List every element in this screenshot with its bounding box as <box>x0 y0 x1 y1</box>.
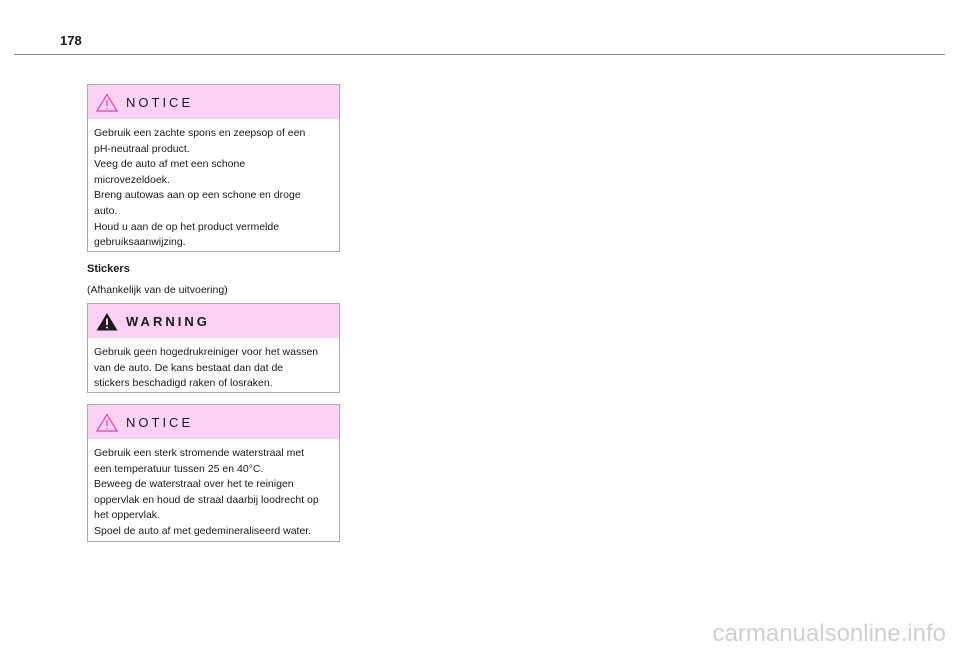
notice-1-line: Gebruik een zachte spons en zeepsop of een <box>94 127 306 139</box>
notice-1-line: microvezeldoek. <box>94 173 170 186</box>
notice-box-2-body <box>88 439 339 545</box>
warning-line: Gebruik geen hogedrukreiniger voor het wassen <box>94 346 319 358</box>
notice-1-line: Veeg de auto af met een schone <box>94 158 246 171</box>
warning-triangle-filled-icon <box>96 312 118 331</box>
section-title-stickers: Stickers <box>87 263 130 275</box>
warning-box-body <box>88 338 339 397</box>
section-subtitle: (Afhankelijk van de uitvoering) <box>87 284 228 296</box>
notice-2-line: oppervlak en houd de straal daarbij loodrecht op <box>94 493 319 506</box>
notice-1-line: gebruiksaanwijzing. <box>94 236 186 249</box>
warning-box <box>87 303 340 393</box>
notice-box-1-header <box>88 85 339 119</box>
notice-box-1-title: NOTICE <box>126 94 194 110</box>
notice-2-line: Gebruik een sterk stromende waterstraal met <box>94 447 305 459</box>
warning-box-header <box>88 304 339 338</box>
watermark: carmanualsonline.info <box>712 620 946 647</box>
notice-box-1-body <box>88 119 339 256</box>
warning-box-title: WARNING <box>126 313 210 329</box>
notice-1-line: Houd u aan de op het product vermelde <box>94 220 280 233</box>
warning-triangle-outline-icon <box>96 413 118 432</box>
notice-box-2-title: NOTICE <box>126 414 194 430</box>
notice-2-line: Spoel de auto af met gedemineraliseerd water. <box>94 524 312 537</box>
page-number: 178 <box>60 33 82 48</box>
notice-box-2-header <box>88 405 339 439</box>
warning-line: van de auto. De kans bestaat dan dat de <box>94 361 284 374</box>
notice-1-line: Breng autowas aan op een schone en droge <box>94 189 301 202</box>
warning-line: stickers beschadigd raken of losraken. <box>94 377 273 390</box>
notice-2-line: Beweeg de waterstraal over het te reinigen <box>94 478 294 491</box>
notice-2-line: een temperatuur tussen 25 en 40°C. <box>94 462 264 475</box>
notice-box-1 <box>87 84 340 252</box>
notice-1-line: auto. <box>94 204 118 217</box>
notice-2-line: het oppervlak. <box>94 509 160 522</box>
notice-1-line: pH-neutraal product. <box>94 142 190 155</box>
header-rule <box>14 54 945 55</box>
notice-box-2 <box>87 404 340 542</box>
warning-triangle-outline-icon <box>96 93 118 112</box>
